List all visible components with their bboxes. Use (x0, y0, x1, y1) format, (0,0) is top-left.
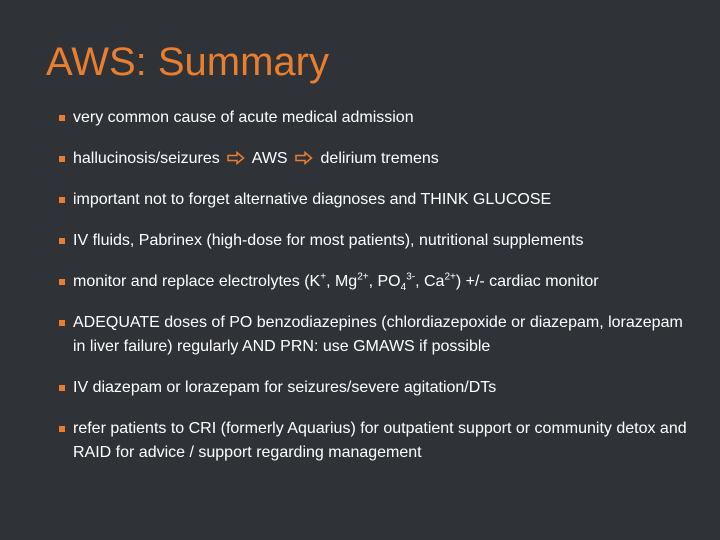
bullet-text: ADEQUATE doses of PO benzodiazepines (chlordiazepoxide or diazepam, lorazepam in liver failure) regularly AND PRN: use GMAWS if possible (73, 314, 683, 355)
superscript: 3- (406, 271, 416, 283)
subscript: 4 (400, 282, 407, 294)
square-bullet-icon (59, 320, 65, 326)
square-bullet-icon (59, 279, 65, 285)
bullet-item (58, 188, 688, 212)
bullet-item (58, 106, 688, 130)
square-bullet-icon (59, 385, 65, 391)
bullet-text: important not to forget alternative diagnoses and THINK GLUCOSE (73, 191, 552, 208)
bullet-item (58, 311, 688, 359)
square-bullet-icon (59, 426, 65, 432)
bullet-item (58, 376, 688, 400)
bullet-text: very common cause of acute medical admission (73, 109, 414, 126)
bullet-item (58, 229, 688, 253)
bullet-item (58, 417, 688, 465)
superscript: + (320, 271, 327, 283)
bullet-text: delirium tremens (320, 150, 439, 167)
square-bullet-icon (59, 115, 65, 121)
bullet-text: IV diazepam or lorazepam for seizures/severe agitation/DTs (73, 379, 497, 396)
text-run: monitor and replace electrolytes (K (73, 273, 321, 290)
outlined-right-arrow-icon (227, 151, 245, 165)
bullet-item (58, 270, 688, 294)
bullet-text (73, 271, 599, 294)
bullet-text: refer patients to CRI (formerly Aquarius) for outpatient support or community detox and RAID for advice / support regarding management (73, 420, 687, 461)
superscript: 2+ (357, 271, 369, 283)
text-run: ) +/- cardiac monitor (455, 273, 599, 290)
bullet-list (58, 106, 688, 482)
square-bullet-icon (59, 156, 65, 162)
bullet-text: IV fluids, Pabrinex (high-dose for most patients), nutritional supplements (73, 232, 584, 249)
square-bullet-icon (59, 238, 65, 244)
square-bullet-icon (59, 197, 65, 203)
slide-title: AWS: Summary (46, 40, 329, 84)
text-run: , Mg (326, 273, 358, 290)
bullet-text: AWS (251, 150, 288, 167)
outlined-right-arrow-icon (295, 151, 313, 165)
text-run: , Ca (415, 273, 445, 290)
bullet-text: hallucinosis/seizures (73, 150, 220, 167)
bullet-item (58, 147, 688, 171)
superscript: 2+ (444, 271, 456, 283)
text-run: , PO (368, 273, 401, 290)
